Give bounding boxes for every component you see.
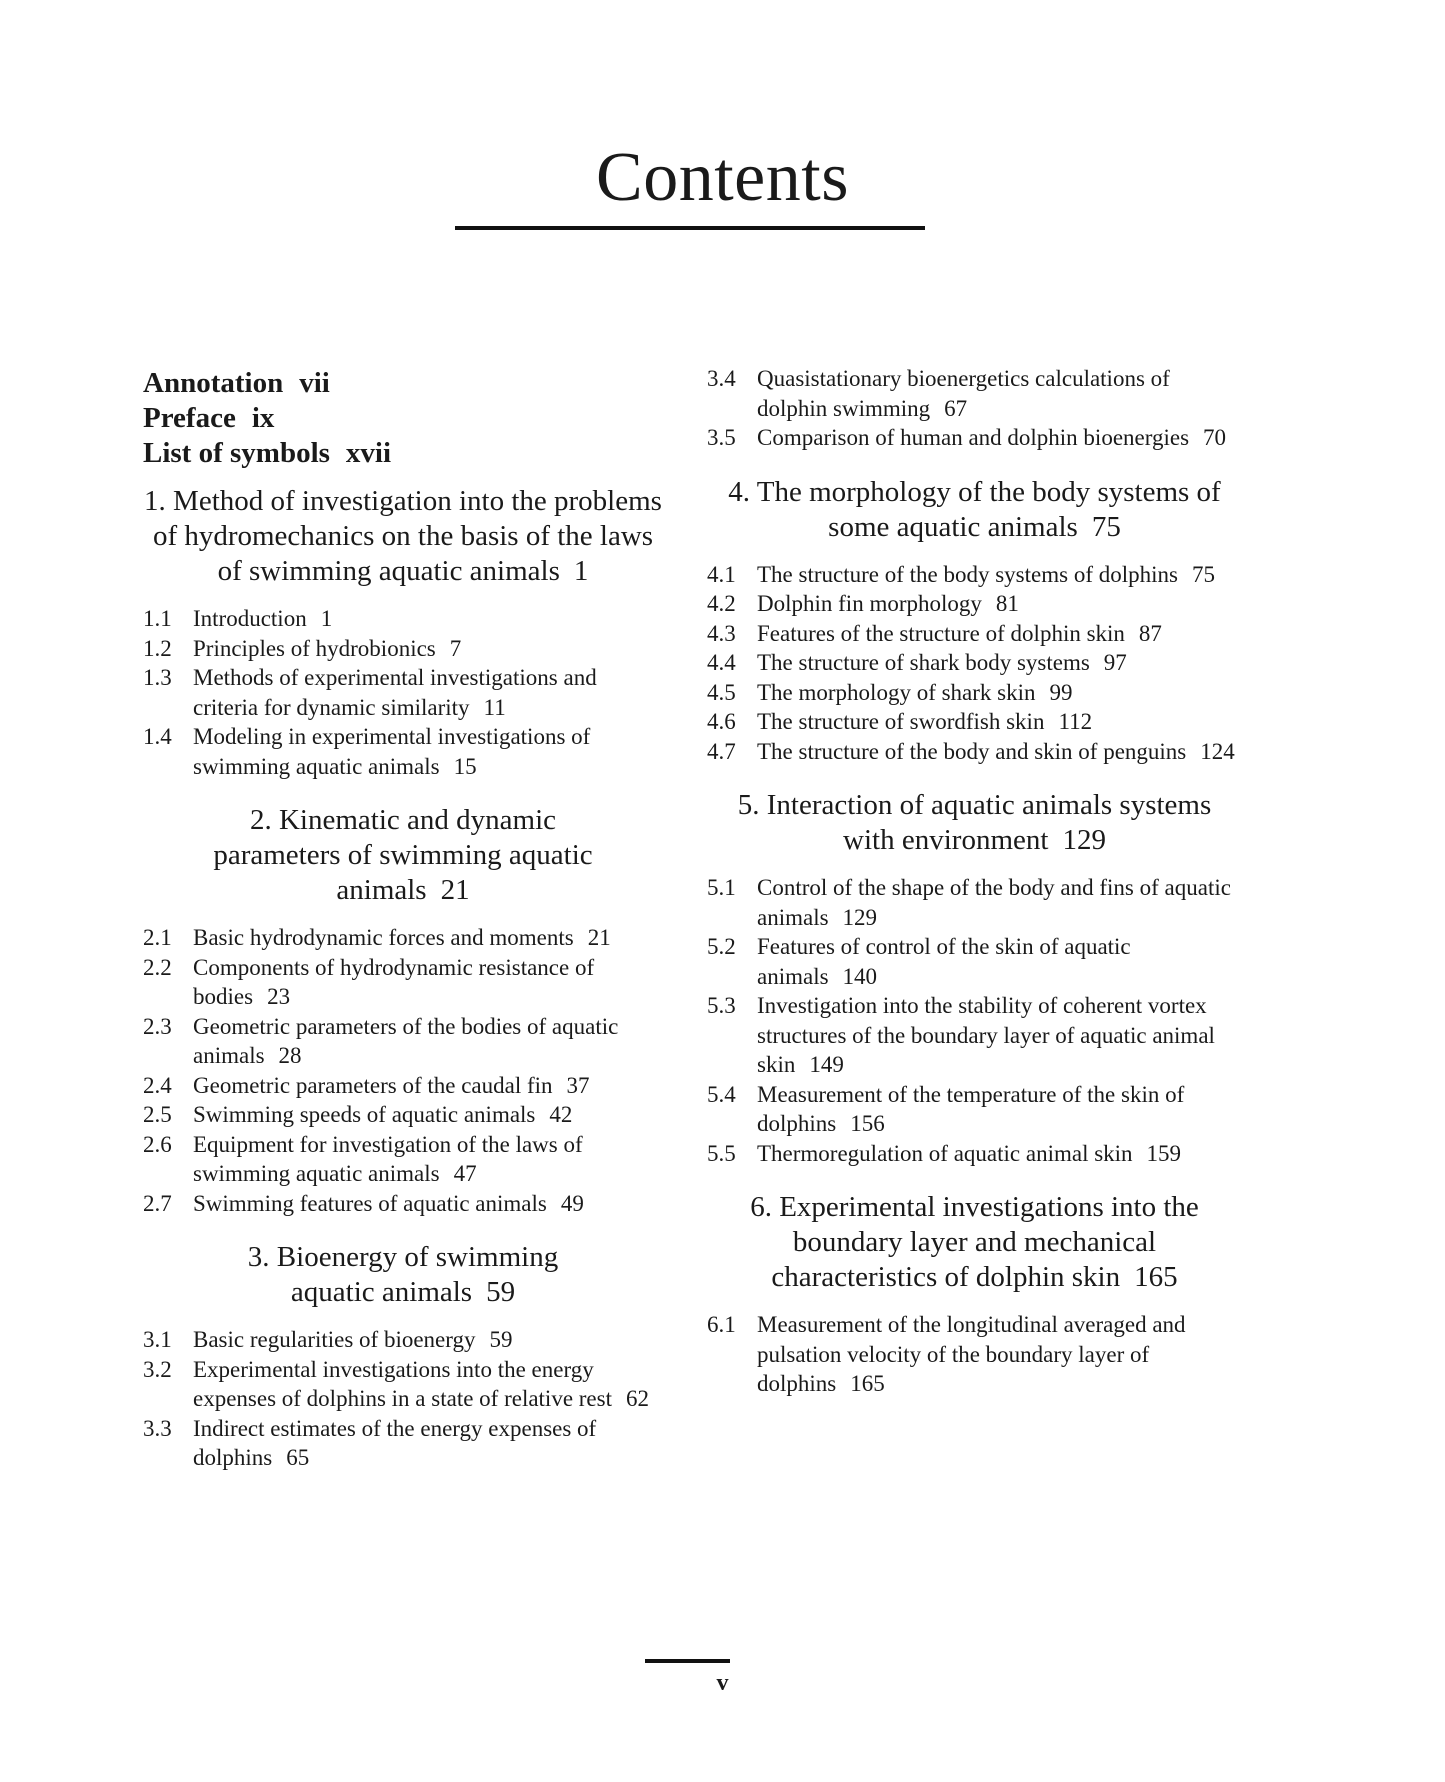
section-page: 99 bbox=[1049, 679, 1073, 705]
section-number: 2.3 bbox=[143, 1013, 172, 1039]
section-number: 2.2 bbox=[143, 954, 172, 980]
section-entry bbox=[143, 1012, 663, 1071]
chapter-page: 129 bbox=[1062, 824, 1106, 856]
section-title: Swimming features of aquatic animals bbox=[193, 1190, 547, 1216]
section-number: 4.3 bbox=[707, 620, 736, 646]
section-list bbox=[707, 873, 1242, 1168]
section-entry bbox=[143, 604, 663, 634]
front-item-preface bbox=[143, 401, 663, 436]
section-page: 7 bbox=[449, 635, 462, 661]
section-title: Basic hydrodynamic forces and moments bbox=[193, 925, 574, 950]
section-title: Measurement of the longitudinal averaged and pulsation velocity of the boundary layer of dolphins bbox=[757, 1312, 1186, 1396]
chapter-heading bbox=[707, 475, 1242, 545]
toc-left-column bbox=[143, 366, 663, 1473]
chapter-3 bbox=[143, 1240, 663, 1473]
section-title: Geometric parameters of the bodies of aquatic animals bbox=[193, 1013, 619, 1068]
section-number: 3.4 bbox=[707, 366, 736, 391]
section-entry bbox=[143, 923, 663, 953]
front-item-page: xvii bbox=[345, 437, 392, 469]
section-page: 129 bbox=[842, 904, 878, 930]
section-page: 21 bbox=[587, 925, 611, 950]
front-item-label: Preface bbox=[143, 402, 236, 434]
section-list bbox=[707, 560, 1242, 767]
section-entry bbox=[143, 1100, 663, 1130]
section-number: 2.6 bbox=[143, 1131, 172, 1157]
footer-rule bbox=[645, 1659, 730, 1663]
chapter-page: 59 bbox=[486, 1276, 516, 1308]
section-page: 156 bbox=[850, 1111, 885, 1136]
section-page: 97 bbox=[1103, 650, 1127, 675]
section-page: 140 bbox=[842, 963, 878, 989]
section-title: Indirect estimates of the energy expenses of dolphins bbox=[193, 1415, 597, 1470]
section-page: 65 bbox=[286, 1445, 310, 1470]
section-title: Components of hydrodynamic resistance of bodies bbox=[193, 954, 595, 1009]
section-number: 3.5 bbox=[707, 425, 736, 450]
section-number: 1.1 bbox=[143, 606, 172, 631]
section-number: 2.4 bbox=[143, 1072, 172, 1098]
title-rule bbox=[455, 226, 925, 230]
section-number: 5.5 bbox=[707, 1140, 736, 1166]
section-entry bbox=[143, 953, 663, 1012]
chapter-5 bbox=[707, 788, 1242, 1168]
section-title: Features of control of the skin of aquatic animals bbox=[757, 934, 1131, 989]
section-number: 5.2 bbox=[707, 934, 736, 959]
section-title: Basic regularities of bioenergy bbox=[193, 1327, 476, 1352]
section-title: Equipment for investigation of the laws of swimming aquatic animals bbox=[193, 1131, 583, 1186]
chapter-title: 5. Interaction of aquatic animals systems with environment bbox=[737, 789, 1212, 856]
page-title: Contents bbox=[596, 139, 849, 216]
section-page: 159 bbox=[1146, 1140, 1182, 1166]
section-entry bbox=[707, 737, 1242, 767]
front-item-annotation bbox=[143, 366, 663, 401]
section-entry bbox=[707, 873, 1242, 932]
section-number: 4.5 bbox=[707, 679, 736, 705]
section-title: Experimental investigations into the energy expenses of dolphins in a state of relative rest bbox=[193, 1356, 612, 1411]
section-title: Introduction bbox=[193, 606, 307, 631]
chapter-4 bbox=[707, 475, 1242, 767]
section-number: 1.2 bbox=[143, 635, 172, 661]
section-title: The structure of shark body systems bbox=[757, 650, 1090, 675]
section-number: 5.4 bbox=[707, 1081, 736, 1107]
section-page: 70 bbox=[1203, 425, 1227, 450]
section-title: Modeling in experimental investigations of swimming aquatic animals bbox=[193, 724, 591, 779]
chapter-heading bbox=[143, 1240, 663, 1310]
section-page: 165 bbox=[850, 1371, 885, 1396]
section-title: Methods of experimental investigations and criteria for dynamic similarity bbox=[193, 665, 597, 720]
section-title: Investigation into the stability of coherent vortex structures of the boundary layer of aquatic animal skin bbox=[757, 993, 1215, 1077]
section-entry bbox=[143, 1414, 663, 1473]
section-title: Geometric parameters of the caudal fin bbox=[193, 1072, 553, 1098]
section-number: 3.1 bbox=[143, 1327, 172, 1352]
section-page: 15 bbox=[453, 753, 477, 779]
section-entry bbox=[143, 663, 663, 722]
section-entry bbox=[143, 1355, 663, 1414]
chapter-6 bbox=[707, 1190, 1242, 1399]
section-list bbox=[143, 604, 663, 781]
section-number: 5.1 bbox=[707, 875, 736, 900]
section-title: Comparison of human and dolphin bioenergies bbox=[757, 425, 1190, 450]
section-page: 11 bbox=[483, 694, 506, 720]
section-entry bbox=[143, 1189, 663, 1219]
section-entry bbox=[707, 648, 1242, 678]
section-entry bbox=[143, 1071, 663, 1101]
chapter-heading bbox=[143, 484, 663, 589]
section-number: 4.4 bbox=[707, 650, 736, 675]
section-entry bbox=[707, 619, 1242, 649]
section-entry bbox=[143, 1325, 663, 1355]
section-entry bbox=[707, 589, 1242, 619]
section-entry bbox=[707, 364, 1242, 423]
section-title: The structure of the body systems of dolphins bbox=[757, 561, 1178, 587]
chapter-title: 1. Method of investigation into the problems of hydromechanics on the basis of the laws of swimming aquatic animals bbox=[144, 485, 662, 587]
front-item-page: ix bbox=[251, 402, 275, 434]
section-page: 87 bbox=[1138, 620, 1162, 646]
chapter-page: 1 bbox=[573, 555, 589, 587]
front-item-page: vii bbox=[299, 367, 330, 399]
section-title: Dolphin fin morphology bbox=[757, 591, 982, 616]
section-entry bbox=[707, 423, 1242, 453]
section-list bbox=[143, 1325, 663, 1473]
front-item-label: Annotation bbox=[143, 367, 284, 399]
section-number: 1.4 bbox=[143, 724, 172, 749]
section-list bbox=[707, 364, 1242, 453]
section-number: 2.1 bbox=[143, 925, 172, 950]
section-page: 1 bbox=[320, 606, 333, 631]
section-entry bbox=[707, 560, 1242, 590]
chapter-title: 4. The morphology of the body systems of some aquatic animals bbox=[728, 475, 1221, 543]
section-number: 6.1 bbox=[707, 1312, 736, 1337]
section-number: 1.3 bbox=[143, 665, 172, 690]
section-entry bbox=[143, 634, 663, 664]
chapter-2 bbox=[143, 803, 663, 1218]
chapter-1 bbox=[143, 484, 663, 781]
section-entry bbox=[707, 678, 1242, 708]
section-number: 3.3 bbox=[143, 1415, 172, 1441]
section-title: The structure of swordfish skin bbox=[757, 709, 1045, 734]
section-title: Principles of hydrobionics bbox=[193, 635, 436, 661]
section-page: 28 bbox=[278, 1043, 302, 1068]
section-entry bbox=[143, 1130, 663, 1189]
section-entry bbox=[707, 707, 1242, 737]
section-number: 4.6 bbox=[707, 709, 736, 734]
section-page: 81 bbox=[995, 591, 1019, 616]
section-title: Measurement of the temperature of the skin of dolphins bbox=[757, 1081, 1185, 1136]
chapter-title: 2. Kinematic and dynamic parameters of swimming aquatic animals bbox=[213, 804, 593, 906]
front-item-list-of-symbols bbox=[143, 436, 663, 471]
chapter-heading bbox=[707, 788, 1242, 858]
section-page: 75 bbox=[1191, 561, 1215, 587]
section-page: 62 bbox=[626, 1386, 649, 1411]
section-title: Features of the structure of dolphin skin bbox=[757, 620, 1125, 646]
chapter-page: 75 bbox=[1091, 510, 1121, 543]
section-page: 37 bbox=[566, 1072, 590, 1098]
section-page: 124 bbox=[1200, 738, 1235, 764]
section-number: 2.5 bbox=[143, 1102, 172, 1127]
section-page: 42 bbox=[549, 1102, 573, 1127]
chapter-page: 165 bbox=[1134, 1261, 1178, 1293]
toc-right-column bbox=[707, 364, 1242, 1399]
section-page: 112 bbox=[1058, 709, 1093, 734]
section-page: 23 bbox=[267, 984, 291, 1009]
section-page: 49 bbox=[560, 1190, 584, 1216]
section-title: Quasistationary bioenergetics calculations of dolphin swimming bbox=[757, 366, 1170, 421]
section-entry bbox=[707, 991, 1242, 1080]
section-entry bbox=[707, 1139, 1242, 1169]
section-title: Swimming speeds of aquatic animals bbox=[193, 1102, 536, 1127]
section-entry bbox=[707, 932, 1242, 991]
section-list bbox=[707, 1310, 1242, 1399]
section-entry bbox=[143, 722, 663, 781]
chapter-page: 21 bbox=[440, 874, 470, 906]
section-number: 4.7 bbox=[707, 738, 736, 764]
front-item-label: List of symbols bbox=[143, 437, 330, 469]
section-number: 4.1 bbox=[707, 561, 736, 587]
chapter-heading bbox=[143, 803, 663, 908]
section-number: 2.7 bbox=[143, 1190, 172, 1216]
section-page: 149 bbox=[809, 1052, 844, 1077]
front-matter bbox=[143, 366, 663, 471]
page-number: v bbox=[716, 1670, 729, 1696]
chapter-title: 6. Experimental investigations into the boundary layer and mechanical characteristics of dolphin skin bbox=[750, 1191, 1199, 1293]
section-number: 3.2 bbox=[143, 1356, 172, 1382]
section-entry bbox=[707, 1310, 1242, 1399]
section-number: 4.2 bbox=[707, 591, 736, 616]
section-title: Thermoregulation of aquatic animal skin bbox=[757, 1140, 1133, 1166]
section-entry bbox=[707, 1080, 1242, 1139]
chapter-heading bbox=[707, 1190, 1242, 1295]
section-title: The morphology of shark skin bbox=[757, 679, 1036, 705]
section-page: 59 bbox=[489, 1327, 513, 1352]
section-number: 5.3 bbox=[707, 993, 736, 1018]
section-title: The structure of the body and skin of penguins bbox=[757, 738, 1187, 764]
section-title: Control of the shape of the body and fins of aquatic animals bbox=[757, 875, 1231, 930]
chapter-title: 3. Bioenergy of swimming aquatic animals bbox=[247, 1241, 559, 1308]
section-page: 47 bbox=[453, 1161, 477, 1186]
section-page: 67 bbox=[944, 395, 968, 421]
section-list bbox=[143, 923, 663, 1218]
